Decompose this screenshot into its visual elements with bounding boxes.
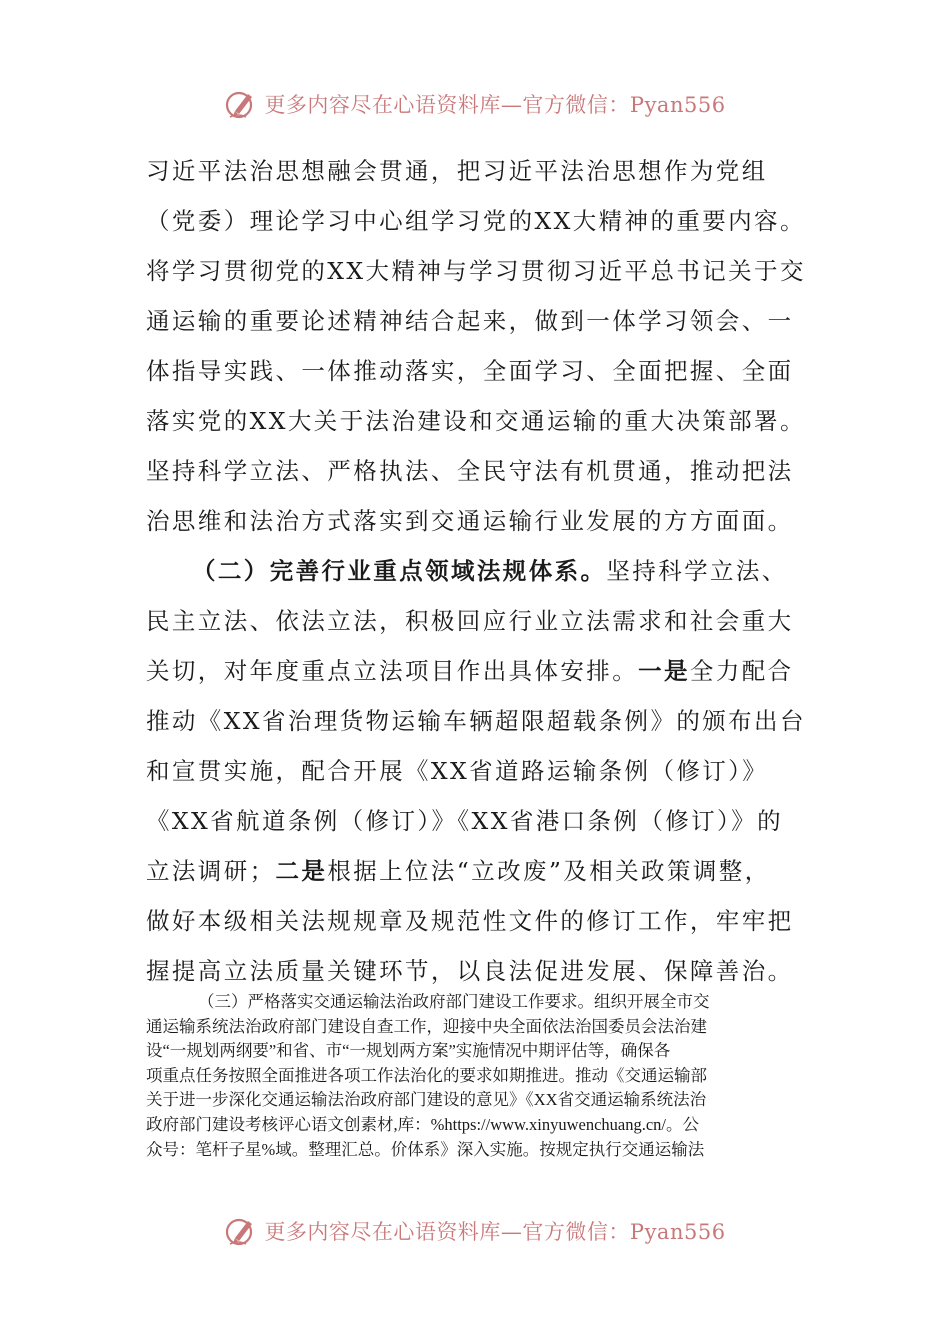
small-paragraph-line: 关于进一步深化交通运输法治政府部门建设的意见》《XX省交通运输系统法治 [146,1090,707,1110]
text-segment: 体指导实践、一体推动落实，全面学习、全面把握、全面 [146,357,794,385]
body-line [146,746,806,796]
body-line [146,196,806,246]
body-line [146,946,806,996]
body-line [146,846,806,896]
header-banner-text: 更多内容尽在心语资料库—官方微信：Pyan556 [264,93,726,117]
text-segment: 习近平法治思想融会贯通，把习近平法治思想作为党组 [146,157,768,185]
small-paragraph-line: 众号：笔杆子星%域。整理汇总。价体系》深入实施。按规定执行交通运输法 [146,1139,705,1159]
text-segment: 坚持科学立法、 [606,557,788,585]
text-segment: 根据上位法“立改废”及相关政策调整， [327,857,771,885]
body-line [146,546,806,596]
pen-nib-logo-icon [224,1214,258,1248]
text-segment: （党委）理论学习中心组学习党的XX大精神的重要内容。 [146,207,806,235]
body-line [146,896,806,946]
small-paragraph [146,990,806,1162]
small-paragraph-line: （三）严格落实交通运输法治政府部门建设工作要求。组织开展全市交 [198,992,710,1011]
text-segment: 通运输的重要论述精神结合起来，做到一体学习领会、一 [146,307,794,335]
footer-banner-text: 更多内容尽在心语资料库—官方微信：Pyan556 [264,1220,726,1244]
main-body-text [146,146,806,996]
text-segment: 立法调研； [146,857,276,885]
body-line [146,796,806,846]
text-segment: 推动《XX省治理货物运输车辆超限超载条例》的颁布出台 [146,707,806,735]
text-segment: 做好本级相关法规规章及规范性文件的修订工作，牢牢把 [146,907,794,935]
body-line [146,696,806,746]
body-line [146,446,806,496]
body-line [146,596,806,646]
bold-text-segment: （二）完善行业重点领域法规体系。 [192,557,607,585]
text-segment: 治思维和法治方式落实到交通运输行业发展的方方面面。 [146,507,794,535]
header-banner [0,82,950,126]
bold-text-segment: 二是 [275,857,328,885]
text-segment: 民主立法、依法立法，积极回应行业立法需求和社会重大 [146,607,794,635]
body-line [146,646,806,696]
body-line [146,346,806,396]
text-segment: 和宣贯实施，配合开展《XX省道路运输条例（修订）》 [146,757,769,785]
text-segment: 《XX省航道条例（修订）》《XX省港口条例（修订）》的 [146,807,783,835]
bold-text-segment: 一是 [638,657,690,685]
body-line [146,496,806,546]
small-paragraph-line: 项重点任务按照全面推进各项工作法治化的要求如期推进。推动《交通运输部 [146,1065,707,1085]
small-paragraph-line: 设“一规划两纲要”和省、市“一规划两方案”实施情况中期评估等，确保各 [146,1041,671,1061]
body-line [146,296,806,346]
body-line [146,146,806,196]
body-line [146,396,806,446]
text-segment: 握提高立法质量关键环节，以良法促进发展、保障善治。 [146,957,794,985]
text-segment: 全力配合 [689,657,794,685]
text-segment: 关切，对年度重点立法项目作出具体安排。 [146,657,639,685]
text-segment: 坚持科学立法、严格执法、全民守法有机贯通，推动把法 [146,457,794,485]
small-paragraph-line: 通运输系统法治政府部门建设自查工作，迎接中央全面依法治国委员会法治建 [146,1016,707,1036]
footer-banner [0,1209,950,1253]
text-segment: 落实党的XX大关于法治建设和交通运输的重大决策部署。 [146,407,806,435]
text-segment: 将学习贯彻党的XX大精神与学习贯彻习近平总书记关于交 [146,257,806,285]
body-line [146,246,806,296]
pen-nib-logo-icon [224,87,258,121]
small-paragraph-line: 政府部门建设考核评心语文创素材,库：%https://www.xinyuwenchuang.cn/。公 [146,1114,700,1134]
